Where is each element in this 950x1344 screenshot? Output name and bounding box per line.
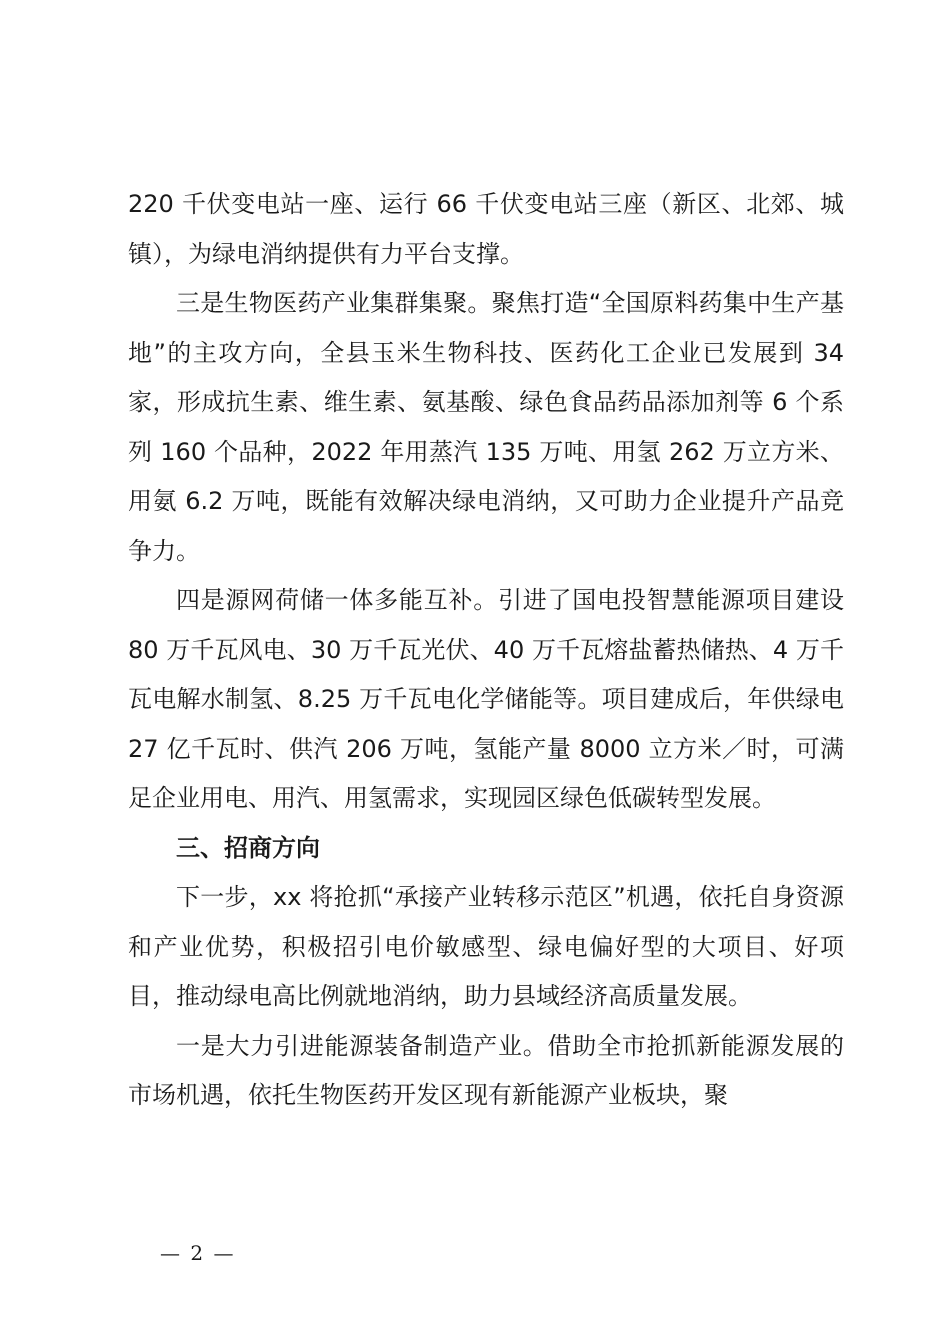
paragraph-energy-equipment: 一是大力引进能源装备制造产业。借助全市抢抓新能源发展的市场机遇，依托生物医药开发区现有新能源产业板块，聚 xyxy=(128,1031,844,1109)
section-heading-investment-direction: 三、招商方向 xyxy=(176,833,320,862)
paragraph-biomedicine: 三是生物医药产业集群集聚。聚焦打造“全国原料药集中生产基地”的主攻方向，全县玉米生物科技、医药化工企业已发展到 34 家，形成抗生素、维生素、氨基酸、绿色食品药品添加剂等 6 个系列 160 个品种，2022 年用蒸汽 135 万吨、用氢 262 万立方米、用氨 6.2 万吨，既能有效解决绿电消纳，又可助力企业提升产品竞争力。 xyxy=(128,289,844,565)
document-body xyxy=(128,180,844,1121)
page-number: — 2 — xyxy=(160,1241,236,1265)
paragraph-next-step: 下一步，xx 将抢抓“承接产业转移示范区”机遇，依托自身资源和产业优势，积极招引电价敏感型、绿电偏好型的大项目、好项目，推动绿电高比例就地消纳，助力县域经济高质量发展。 xyxy=(128,883,844,1010)
paragraph-continuation: 220 千伏变电站一座、运行 66 千伏变电站三座（新区、北郊、城镇），为绿电消纳提供有力平台支撑。 xyxy=(128,190,844,268)
paragraph-source-grid-load-storage: 四是源网荷储一体多能互补。引进了国电投智慧能源项目建设 80 万千瓦风电、30 万千瓦光伏、40 万千瓦熔盐蓄热储热、4 万千瓦电解水制氢、8.25 万千瓦电化学储能等。项目建成后，年供绿电 27 亿千瓦时、供汽 206 万吨，氢能产量 8000 立方米／时，可满足企业用电、用汽、用氢需求，实现园区绿色低碳转型发展。 xyxy=(128,586,844,812)
